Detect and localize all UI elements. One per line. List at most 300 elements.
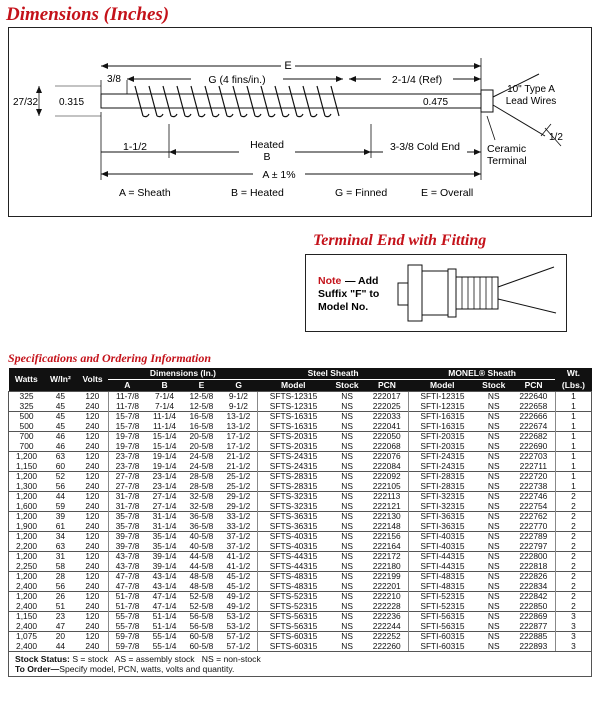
table-cell: NS xyxy=(476,512,512,522)
table-cell: 21-1/2 xyxy=(226,460,251,471)
col-volts: Volts xyxy=(77,368,109,392)
table-row xyxy=(9,392,592,402)
table-cell: 2 xyxy=(555,532,591,542)
table-cell: 120 xyxy=(77,432,109,442)
table-cell: NS xyxy=(329,612,365,622)
table-cell: SFTS-56315 xyxy=(257,622,329,632)
table-row xyxy=(9,462,592,472)
table-cell: 15-1/4 xyxy=(152,440,177,451)
table-cell: 1,150 xyxy=(9,462,45,472)
table-row xyxy=(9,592,592,602)
table-cell: 222172 xyxy=(365,552,409,562)
table-cell: SFTS-32315 xyxy=(257,502,329,512)
table-cell: 240 xyxy=(85,620,100,631)
table-cell: NS xyxy=(487,620,500,631)
table-cell: 25-1/2 xyxy=(226,480,251,491)
table-cell: 45-1/2 xyxy=(226,580,251,591)
table-cell: 222201 xyxy=(372,580,401,591)
table-cell: 120 xyxy=(77,452,109,462)
table-cell: NS xyxy=(487,400,500,411)
table-cell: 2 xyxy=(555,542,591,552)
table-row xyxy=(9,532,592,542)
table-cell: 45 xyxy=(44,412,77,422)
fitting-line3: Model No. xyxy=(318,301,369,313)
table-cell: 222113 xyxy=(365,492,409,502)
stock-status-line xyxy=(15,654,585,664)
table-cell: 60 xyxy=(55,460,66,471)
table-cell: 222703 xyxy=(512,452,556,462)
table-cell: 222711 xyxy=(519,460,547,471)
table-cell: 43-1/4 xyxy=(146,572,183,582)
dimensions-title: Dimensions (Inches) xyxy=(6,4,170,25)
lead-wires-line2: Lead Wires xyxy=(505,96,557,107)
table-cell: 15-7/8 xyxy=(108,412,146,422)
table-row xyxy=(9,572,592,582)
fitting-line1: — Add xyxy=(345,275,379,287)
table-cell: 12-5/8 xyxy=(183,392,220,402)
table-cell: 53-1/2 xyxy=(220,612,258,622)
table-cell: 16-5/8 xyxy=(183,412,220,422)
table-cell: 500 xyxy=(9,412,45,422)
table-cell: 56 xyxy=(55,480,66,491)
table-cell: NS xyxy=(329,432,365,442)
table-cell: 21-1/2 xyxy=(220,452,258,462)
table-row xyxy=(9,502,592,512)
col-wt: Wt. xyxy=(555,368,591,380)
table-cell: 61 xyxy=(55,520,66,531)
table-cell: 1 xyxy=(555,452,591,462)
table-cell: 46 xyxy=(55,440,66,451)
col-steel-model: Model xyxy=(257,380,329,392)
table-cell: SFTS-28315 xyxy=(257,482,329,492)
table-cell: 39-7/8 xyxy=(108,532,146,542)
table-cell: NS xyxy=(487,420,500,431)
table-cell: 35-7/8 xyxy=(108,522,146,532)
table-cell: 49-1/2 xyxy=(220,592,258,602)
table-cell: 56-5/8 xyxy=(183,612,220,622)
table-cell: NS xyxy=(487,500,500,511)
table-cell: 222893 xyxy=(519,640,548,651)
table-cell: 240 xyxy=(85,520,100,531)
table-cell: NS xyxy=(341,640,353,651)
table-cell: NS xyxy=(487,460,500,471)
table-cell: 45-1/2 xyxy=(220,572,258,582)
table-cell: NS xyxy=(341,620,353,631)
table-cell: 39-1/4 xyxy=(152,560,177,571)
table-cell: 39-7/8 xyxy=(108,542,146,552)
spec-table-wrap xyxy=(8,368,592,677)
table-cell: NS xyxy=(329,572,365,582)
table-cell: SFTI-28315 xyxy=(409,472,476,482)
table-cell: 24-5/8 xyxy=(183,452,220,462)
table-cell: 51-1/4 xyxy=(152,620,177,631)
table-cell: NS xyxy=(341,440,353,451)
table-cell: 29-1/2 xyxy=(226,500,251,511)
table-cell: SFTI-48315 xyxy=(409,572,476,582)
table-cell: 3 xyxy=(555,632,591,642)
table-cell: 2 xyxy=(555,492,591,502)
col-g: G xyxy=(220,380,258,392)
table-cell: 1,200 xyxy=(9,592,45,602)
table-cell: 19-7/8 xyxy=(108,442,146,452)
table-cell: 120 xyxy=(77,512,109,522)
table-cell: 2 xyxy=(555,512,591,522)
table-cell: 32-5/8 xyxy=(189,500,214,511)
table-cell: 1,200 xyxy=(9,572,45,582)
table-row xyxy=(9,442,592,452)
table-cell: 59-7/8 xyxy=(108,632,146,642)
table-cell: 240 xyxy=(85,480,100,491)
table-cell: 120 xyxy=(77,592,109,602)
table-cell: 2 xyxy=(555,582,591,592)
table-cell: 222800 xyxy=(512,552,556,562)
table-cell: 44-5/8 xyxy=(189,560,214,571)
table-cell: 1,075 xyxy=(9,632,45,642)
table-cell: 56 xyxy=(55,580,66,591)
dimensions-diagram xyxy=(8,27,592,217)
table-cell: 240 xyxy=(85,560,100,571)
table-cell: 222121 xyxy=(372,500,401,511)
table-cell: SFTS-20315 xyxy=(257,442,329,452)
table-cell: 15-7/8 xyxy=(108,422,146,432)
table-cell: 222770 xyxy=(519,520,548,531)
table-cell: 11-1/4 xyxy=(152,420,177,431)
table-cell: 120 xyxy=(77,572,109,582)
table-cell: 60-5/8 xyxy=(189,640,214,651)
col-monel-pcn: PCN xyxy=(512,380,556,392)
table-cell: 222199 xyxy=(365,572,409,582)
table-cell: 1,900 xyxy=(9,522,45,532)
table-cell: 43-1/4 xyxy=(152,580,177,591)
col-monel-stock: Stock xyxy=(476,380,512,392)
table-cell: 13-1/2 xyxy=(226,420,251,431)
table-cell: NS xyxy=(487,640,500,651)
to-order-line xyxy=(15,664,585,674)
table-cell: 222850 xyxy=(519,600,548,611)
table-cell: 43-7/8 xyxy=(108,562,146,572)
table-cell: 1,300 xyxy=(9,482,45,492)
table-cell: 1,200 xyxy=(9,532,45,542)
table-cell: 2 xyxy=(555,562,591,572)
table-cell: 44-5/8 xyxy=(183,552,220,562)
table-row xyxy=(9,602,592,612)
table-cell: 63 xyxy=(44,452,77,462)
table-cell: NS xyxy=(487,440,500,451)
table-cell: 47-7/8 xyxy=(108,572,146,582)
table-cell: 39 xyxy=(44,512,77,522)
table-cell: 2 xyxy=(555,502,591,512)
table-cell: 15-1/4 xyxy=(146,432,183,442)
table-cell: SFTI-44315 xyxy=(409,562,476,572)
table-cell: 48-5/8 xyxy=(183,572,220,582)
table-cell: SFTI-20315 xyxy=(409,442,476,452)
table-cell: 240 xyxy=(85,420,100,431)
table-cell: 222244 xyxy=(372,620,401,631)
table-cell: 222842 xyxy=(512,592,556,602)
col-steel-stock: Stock xyxy=(329,380,365,392)
to-order-text: Specify model, PCN, watts, volts and quantity. xyxy=(59,664,235,674)
stock-status-label: Stock Status: xyxy=(15,654,70,664)
table-cell: 7-1/4 xyxy=(154,400,175,411)
col-steel: Steel Sheath xyxy=(257,368,408,380)
legend-g: G = Finned xyxy=(335,187,388,199)
table-cell: 37-1/2 xyxy=(226,540,251,551)
table-cell: 31 xyxy=(44,552,77,562)
table-row xyxy=(9,432,592,442)
table-cell: NS xyxy=(341,520,353,531)
table-cell: NS xyxy=(341,480,353,491)
table-cell: 55-7/8 xyxy=(108,612,146,622)
table-cell: 325 xyxy=(9,392,45,402)
dim-27-32: 27/32 xyxy=(13,97,39,108)
table-cell: 55-1/4 xyxy=(152,640,177,651)
table-cell: NS xyxy=(329,392,365,402)
table-cell: 52-5/8 xyxy=(183,592,220,602)
table-cell: 3 xyxy=(555,642,591,652)
table-cell: 1,200 xyxy=(9,452,45,462)
table-cell: 60-5/8 xyxy=(183,632,220,642)
table-cell: 41-1/2 xyxy=(220,552,258,562)
table-cell: 23 xyxy=(44,612,77,622)
dim-1-1-2: 1-1/2 xyxy=(123,141,147,153)
table-cell: 46 xyxy=(44,432,77,442)
dim-b: B xyxy=(263,151,271,163)
table-cell: 11-7/8 xyxy=(108,392,146,402)
col-steel-pcn: PCN xyxy=(365,380,409,392)
table-cell: NS xyxy=(341,400,353,411)
table-cell: NS xyxy=(476,452,512,462)
col-wl: W/In² xyxy=(44,368,77,392)
fitting-line2: Suffix "F" to xyxy=(318,288,380,300)
table-cell: 222148 xyxy=(372,520,401,531)
table-cell: 40-5/8 xyxy=(183,532,220,542)
table-cell: 1 xyxy=(555,442,591,452)
table-cell: 19-1/4 xyxy=(152,460,177,471)
table-cell: 1,600 xyxy=(9,502,45,512)
table-cell: 23-1/4 xyxy=(146,472,183,482)
table-cell: 222826 xyxy=(512,572,556,582)
table-cell: 2,400 xyxy=(9,642,45,652)
table-cell: 45 xyxy=(55,400,66,411)
table-cell: 1 xyxy=(555,482,591,492)
table-cell: 33-1/2 xyxy=(220,512,258,522)
dim-0475: 0.475 xyxy=(423,97,449,108)
table-cell: NS xyxy=(476,412,512,422)
table-cell: SFTS-52315 xyxy=(257,592,329,602)
table-cell: 53-1/2 xyxy=(226,620,251,631)
table-cell: 700 xyxy=(9,442,45,452)
table-cell: SFTS-24315 xyxy=(257,452,329,462)
table-cell: 222640 xyxy=(512,392,556,402)
table-cell: SFTS-44315 xyxy=(257,562,329,572)
table-cell: NS xyxy=(487,580,500,591)
table-cell: 222738 xyxy=(519,480,548,491)
fitting-drawing xyxy=(306,255,566,331)
table-cell: 222746 xyxy=(512,492,556,502)
table-cell: SFTS-48315 xyxy=(257,582,329,592)
table-cell: NS xyxy=(476,392,512,402)
table-cell: 222236 xyxy=(365,612,409,622)
table-cell: SFTI-20315 xyxy=(409,432,476,442)
table-row xyxy=(9,522,592,532)
table-cell: SFTS-12315 xyxy=(257,392,329,402)
table-row xyxy=(9,632,592,642)
table-cell: NS xyxy=(476,632,512,642)
table-cell: 9-1/2 xyxy=(228,400,248,411)
table-cell: 222068 xyxy=(372,440,401,451)
table-cell: 222025 xyxy=(372,400,401,411)
stock-status-text: S = stock AS = assembly stock NS = non-stock xyxy=(72,654,261,664)
table-cell: 11-7/8 xyxy=(108,402,146,412)
table-cell: 120 xyxy=(77,412,109,422)
table-cell: 37-1/2 xyxy=(220,532,258,542)
table-cell: SFTS-16315 xyxy=(257,412,329,422)
table-cell: 7-1/4 xyxy=(146,392,183,402)
table-cell: 44 xyxy=(44,492,77,502)
table-cell: NS xyxy=(476,472,512,482)
specs-title: Specifications and Ordering Information xyxy=(8,351,212,365)
ceramic-line1: Ceramic xyxy=(487,143,527,155)
table-cell: SFTS-16315 xyxy=(257,422,329,432)
table-cell: 3 xyxy=(555,612,591,622)
table-row xyxy=(9,482,592,492)
table-cell: 222877 xyxy=(519,620,548,631)
table-cell: 40-5/8 xyxy=(189,540,214,551)
table-cell: 16-5/8 xyxy=(189,420,214,431)
table-cell: 222260 xyxy=(372,640,401,651)
table-cell: NS xyxy=(329,492,365,502)
table-cell: SFTS-52315 xyxy=(257,602,329,612)
table-cell: 222210 xyxy=(365,592,409,602)
col-monel-model: Model xyxy=(409,380,476,392)
table-cell: 13-1/2 xyxy=(220,412,258,422)
table-cell: 19-7/8 xyxy=(108,432,146,442)
legend-b: B = Heated xyxy=(231,187,284,199)
table-cell: SFTS-40315 xyxy=(257,542,329,552)
table-cell: 120 xyxy=(77,472,109,482)
table-row xyxy=(9,542,592,552)
table-cell: NS xyxy=(329,512,365,522)
table-cell: NS xyxy=(341,540,353,551)
table-cell: 222156 xyxy=(365,532,409,542)
table-row xyxy=(9,412,592,422)
table-cell: 20 xyxy=(44,632,77,642)
table-cell: 222228 xyxy=(372,600,401,611)
table-cell: 120 xyxy=(77,552,109,562)
dim-e-label: E xyxy=(284,60,292,72)
table-cell: 17-1/2 xyxy=(226,440,251,451)
legend-a: A = Sheath xyxy=(119,187,171,199)
table-row xyxy=(9,562,592,572)
table-cell: NS xyxy=(487,480,500,491)
table-cell: SFTS-24315 xyxy=(257,462,329,472)
table-cell: 222762 xyxy=(512,512,556,522)
table-cell: 36-5/8 xyxy=(183,512,220,522)
dim-heated: Heated xyxy=(250,139,284,151)
table-cell: 1 xyxy=(555,412,591,422)
table-cell: NS xyxy=(476,492,512,502)
table-cell: 2 xyxy=(555,552,591,562)
table-cell: 52 xyxy=(44,472,77,482)
table-cell: 222682 xyxy=(512,432,556,442)
table-cell: 2,400 xyxy=(9,582,45,592)
table-cell: SFTS-36315 xyxy=(257,522,329,532)
table-row xyxy=(9,472,592,482)
table-cell: 1 xyxy=(555,432,591,442)
table-cell: 222252 xyxy=(365,632,409,642)
table-cell: 240 xyxy=(85,400,100,411)
table-cell: 63 xyxy=(55,540,66,551)
table-cell: 33-1/2 xyxy=(226,520,251,531)
table-cell: NS xyxy=(487,560,500,571)
table-cell: 20-5/8 xyxy=(189,440,214,451)
table-cell: 51-7/8 xyxy=(108,592,146,602)
table-row xyxy=(9,512,592,522)
table-cell: 222869 xyxy=(512,612,556,622)
table-cell: 120 xyxy=(77,392,109,402)
table-cell: 1,200 xyxy=(9,512,45,522)
table-cell: 222658 xyxy=(519,400,548,411)
table-cell: NS xyxy=(476,432,512,442)
terminal-title: Terminal End with Fitting xyxy=(313,232,487,249)
table-cell: SFTS-48315 xyxy=(257,572,329,582)
table-cell: SFTS-32315 xyxy=(257,492,329,502)
table-cell: 1 xyxy=(555,392,591,402)
dim-1-2: 1/2 xyxy=(549,132,563,143)
table-cell: 47-1/4 xyxy=(152,600,177,611)
table-cell: SFTI-36315 xyxy=(409,522,476,532)
table-cell: 2,400 xyxy=(9,622,45,632)
heater-drawing xyxy=(9,28,591,216)
table-row xyxy=(9,552,592,562)
table-cell: 47 xyxy=(55,620,66,631)
table-row xyxy=(9,492,592,502)
table-cell: SFTI-28315 xyxy=(409,482,476,492)
table-cell: NS xyxy=(476,572,512,582)
table-cell: 3 xyxy=(555,622,591,632)
table-cell: 2 xyxy=(555,602,591,612)
table-cell: 49-1/2 xyxy=(226,600,251,611)
table-cell: SFTI-40315 xyxy=(409,542,476,552)
table-cell: NS xyxy=(329,452,365,462)
table-cell: SFTS-60315 xyxy=(257,632,329,642)
table-cell: SFTI-56315 xyxy=(409,612,476,622)
table-cell: 222164 xyxy=(372,540,401,551)
table-cell: 48-5/8 xyxy=(189,580,214,591)
spec-table xyxy=(8,368,592,651)
table-cell: 500 xyxy=(9,422,45,432)
table-cell: 1 xyxy=(555,472,591,482)
table-cell: 51-1/4 xyxy=(146,612,183,622)
table-cell: NS xyxy=(341,600,353,611)
table-cell: 2,200 xyxy=(9,542,45,552)
table-cell: SFTI-40315 xyxy=(409,532,476,542)
table-cell: 31-7/8 xyxy=(108,492,146,502)
table-cell: 52-5/8 xyxy=(189,600,214,611)
table-cell: 240 xyxy=(85,580,100,591)
table-cell: 1 xyxy=(555,422,591,432)
table-cell: SFTI-16315 xyxy=(409,422,476,432)
col-e: E xyxy=(183,380,220,392)
table-cell: 222084 xyxy=(372,460,401,471)
table-cell: SFTS-60315 xyxy=(257,642,329,652)
table-cell: SFTI-12315 xyxy=(409,402,476,412)
dim-cold-end: 3-3/8 Cold End xyxy=(389,141,461,153)
legend-e: E = Overall xyxy=(421,187,474,199)
table-cell: 222076 xyxy=(365,452,409,462)
table-cell: 51 xyxy=(55,600,66,611)
table-cell: NS xyxy=(341,420,353,431)
